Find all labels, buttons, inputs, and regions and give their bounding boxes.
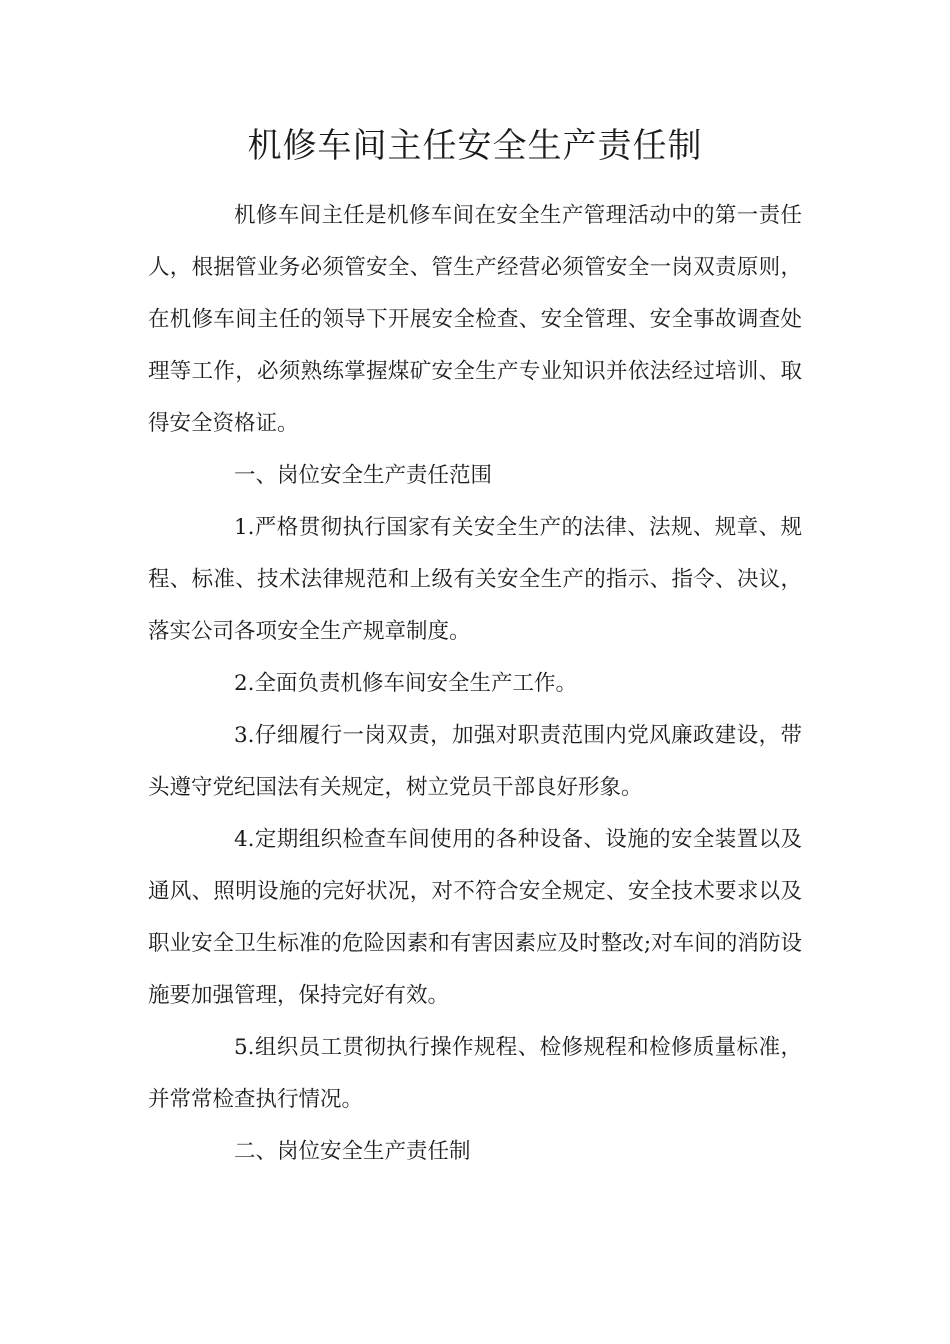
list-item-2: 2.全面负责机修车间安全生产工作。	[234, 671, 578, 696]
document-body	[148, 190, 802, 1178]
list-item-4: 4.定期组织检查车间使用的各种设备、设施的安全装置以及通风、照明设施的完好状况，对不符合安全规定、安全技术要求以及职业安全卫生标准的危险因素和有害因素应及时整改;对车间的消防设施要加强管理，保持完好有效。	[148, 827, 802, 1008]
list-item-5: 5.组织员工贯彻执行操作规程、检修规程和检修质量标准，并常常检查执行情况。	[148, 1035, 802, 1112]
document-title: 机修车间主任安全生产责任制	[247, 126, 703, 166]
list-item-1: 1.严格贯彻执行国家有关安全生产的法律、法规、规章、规程、标准、技术法律规范和上级有关安全生产的指示、指令、决议，落实公司各项安全生产规章制度。	[148, 515, 802, 644]
list-item-3: 3.仔细履行一岗双责，加强对职责范围内党风廉政建设，带头遵守党纪国法有关规定，树立党员干部良好形象。	[148, 723, 802, 800]
intro-paragraph: 机修车间主任是机修车间在安全生产管理活动中的第一责任人，根据管业务必须管安全、管生产经营必须管安全一岗双责原则，在机修车间主任的领导下开展安全检查、安全管理、安全事故调查处理等工作，必须熟练掌握煤矿安全生产专业知识并依法经过培训、取得安全资格证。	[148, 203, 802, 436]
section-heading-2: 二、岗位安全生产责任制	[234, 1139, 471, 1164]
section-heading-1: 一、岗位安全生产责任范围	[234, 463, 493, 488]
